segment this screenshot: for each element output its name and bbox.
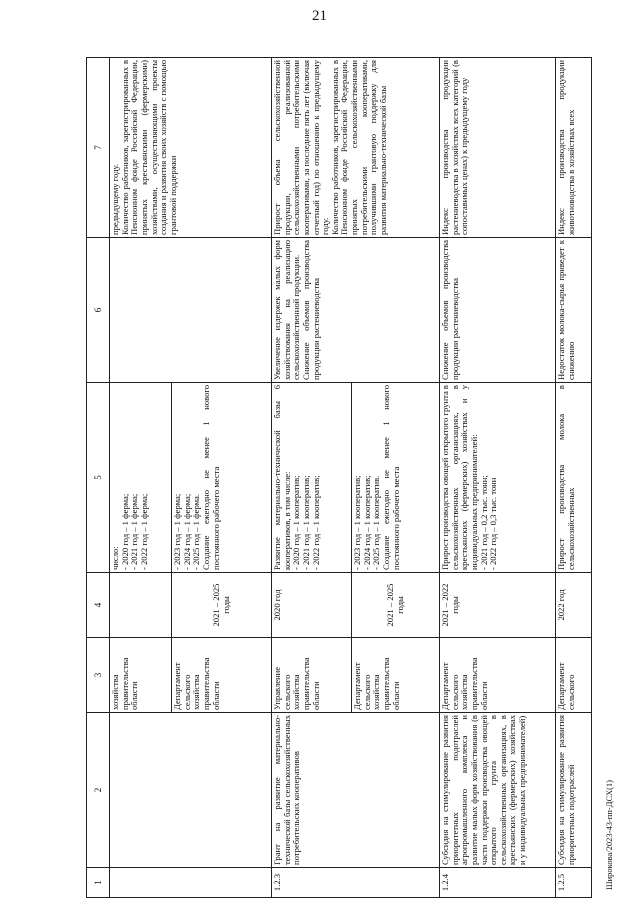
non-implementation-consequence bbox=[110, 238, 272, 383]
target-indicator: предыдущему году. Количество работников, зарегистрированных в Пенсионном фонде Российской Федерации, принятых крестьянскими (фермерскими) хозяйствами, осуществляющими проекты создания и развития своих хозяйств с помощью грантовой поддержки bbox=[110, 58, 272, 238]
measure-name bbox=[110, 713, 272, 868]
table-row bbox=[110, 58, 172, 898]
term: 2022 год bbox=[556, 573, 592, 638]
header-cell: 1 bbox=[87, 868, 110, 898]
row-number: 1.2.3 bbox=[272, 868, 440, 898]
expected-result: - 2023 год – 1 кооператив; - 2024 год – 1 кооператив; - 2025 год – 1 кооператив. Создание ежегодно не менее 1 нового постоянного рабочего места bbox=[352, 383, 440, 573]
header-cell: 2 bbox=[87, 713, 110, 868]
non-implementation-consequence: Снижение объемов производства продукции растениеводства bbox=[440, 238, 556, 383]
executor: хозяйства правительства области bbox=[110, 638, 172, 713]
expected-result: число: - 2020 год – 1 ферма; - 2021 год – 1 ферма; - 2022 год – 1 ферма; bbox=[110, 383, 172, 573]
header-cell: 4 bbox=[87, 573, 110, 638]
term: 2020 год bbox=[272, 573, 352, 638]
rotated-table-container bbox=[86, 58, 606, 898]
term: 2021 – 2022 годы bbox=[440, 573, 556, 638]
expected-result: Развитие материально-технической базы 6 кооперативов, в том числе: - 2020 год – 1 кооператив; - 2021 год – 1 кооператив; - 2022 год – 1 кооператив; bbox=[272, 383, 352, 573]
measure-name: Субсидия на стимулирование развития приоритетных подотраслей bbox=[556, 713, 592, 868]
header-row bbox=[87, 58, 110, 898]
expected-result: Прирост производства овощей открытого грунта в сельскохозяйственных организациях, в крестьянских (фермерских) хозяйствах и у индивидуальных предпринимателей: - 2021 год – 0,2 тыс. тонн; - 2022 год – 0,3 тыс. тонн bbox=[440, 383, 556, 573]
executor: Управление сельского хозяйства правительства области bbox=[272, 638, 352, 713]
table-row bbox=[556, 58, 592, 898]
expected-result: Прирост производства молока в сельскохозяйственных bbox=[556, 383, 592, 573]
target-indicator: Индекс производства продукции растениеводства в хозяйствах всех категорий (в сопоставимых ценах) к предыдущему году bbox=[440, 58, 556, 238]
header-cell: 6 bbox=[87, 238, 110, 383]
target-indicator: Прирост объема сельскохозяйственной продукции, реализованной сельскохозяйственными потребительскими кооперативами, за последние пять лет (включая отчетный год) по отношению к предыдущему году. Количество работников, зарегистрированных в Пенсионном фонде Российской Федерации, принятых сельскохозяйственными потребительскими кооперативами, получившими грантовую поддержку для развития материально-технической базы bbox=[272, 58, 440, 238]
program-table bbox=[86, 57, 592, 898]
executor: Департамент сельского bbox=[556, 638, 592, 713]
executor: Департамент сельского хозяйства правительства области bbox=[172, 638, 272, 713]
row-number: 1.2.5 bbox=[556, 868, 592, 898]
term: 2021 – 2025 годы bbox=[352, 573, 440, 638]
term: 2021 – 2025 годы bbox=[172, 573, 272, 638]
executor: Департамент сельского хозяйства правительства области bbox=[440, 638, 556, 713]
non-implementation-consequence: Недостаток молока-сырья приведет к снижению bbox=[556, 238, 592, 383]
row-number bbox=[110, 868, 272, 898]
header-cell: 7 bbox=[87, 58, 110, 238]
document-code: Широкова/2023-43-пп-ДСХ(1) bbox=[604, 780, 614, 890]
target-indicator: Индекс производства продукции животноводства в хозяйствах всех bbox=[556, 58, 592, 238]
row-number: 1.2.4 bbox=[440, 868, 556, 898]
measure-name: Субсидия на стимулирование развития приоритетных подотраслей агропромышленного комплекса и развитие малых форм хозяйствования (в части поддержки производства овощей открытого грунта в сельскохозяйственных организациях, в крестьянских (фермерских) хозяйствах и у индивидуальных предпринимателей) bbox=[440, 713, 556, 868]
header-cell: 3 bbox=[87, 638, 110, 713]
expected-result: - 2023 год – 1 ферма; - 2024 год – 1 ферма; - 2025 год – 1 ферма. Создание ежегодно не менее 1 нового постоянного рабочего места bbox=[172, 383, 272, 573]
header-cell: 5 bbox=[87, 383, 110, 573]
non-implementation-consequence: Увеличение издержек малых форм хозяйствования на реализацию сельскохозяйственной продукции. Снижение объемов производства продукции растениеводства bbox=[272, 238, 440, 383]
executor: Департамент сельского хозяйства правительства области bbox=[352, 638, 440, 713]
table-row bbox=[272, 58, 352, 898]
page-number: 21 bbox=[312, 8, 327, 24]
table-row bbox=[440, 58, 556, 898]
term bbox=[110, 573, 172, 638]
measure-name: Грант на развитие материально-технической базы сельскохозяйственных потребительских кооперативов bbox=[272, 713, 440, 868]
